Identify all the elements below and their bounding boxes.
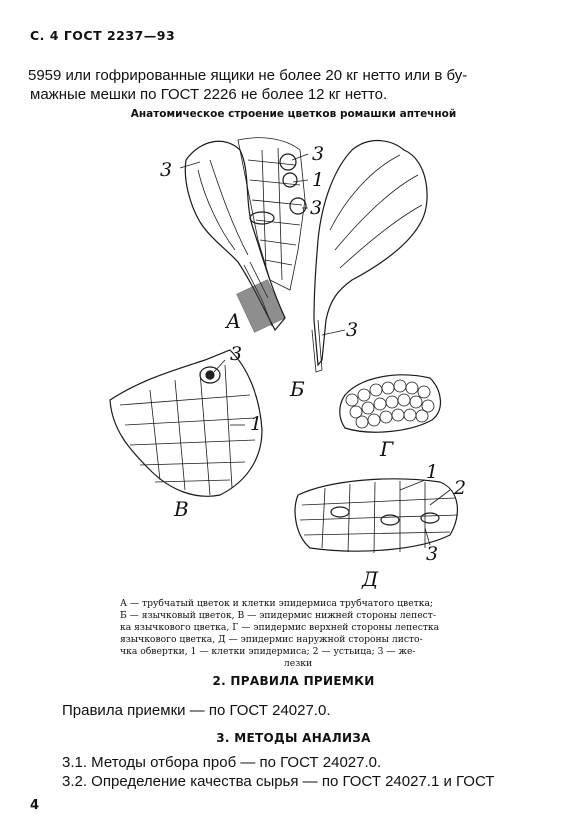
label-3-a: 3 bbox=[160, 159, 173, 181]
tubular-flower-drawing bbox=[185, 138, 306, 333]
section-3-item-2: 3.2. Определение качества сырья — по ГОСТ 24027.1 и ГОСТ bbox=[62, 773, 495, 790]
intro-line-2: мажные мешки по ГОСТ 2226 не более 12 кг нетто. bbox=[30, 86, 388, 103]
legend-line: язычкового цветка, Д — эпидермис наружной стороны листо- bbox=[120, 634, 423, 645]
legend-line: чка обвертки, 1 — клетки эпидермиса; 2 — устьица; 3 — же- bbox=[120, 646, 416, 657]
section-3-heading: 3. МЕТОДЫ АНАЛИЗА bbox=[216, 731, 371, 745]
epidermis-involucre-drawing bbox=[295, 479, 458, 553]
intro-line-1: 5959 или гофрированные ящики не более 20 кг нетто или в бу- bbox=[28, 67, 468, 84]
label-G: Г bbox=[380, 437, 394, 461]
label-1-c: 1 bbox=[426, 461, 439, 483]
label-3-f: 3 bbox=[426, 543, 439, 565]
figure-caption: Анатомическое строение цветков ромашки аптечной bbox=[130, 108, 457, 120]
label-1-b: 1 bbox=[250, 413, 263, 435]
legend-line: Б — язычковый цветок, В — эпидермис нижней стороны лепест- bbox=[120, 610, 436, 621]
label-V: В bbox=[174, 497, 189, 521]
label-B: Б bbox=[290, 377, 305, 401]
label-3-c: 3 bbox=[310, 197, 323, 219]
label-3-b: 3 bbox=[312, 143, 325, 165]
epidermis-lower-drawing bbox=[110, 350, 262, 496]
figure-legend bbox=[120, 598, 476, 670]
label-1-a: 1 bbox=[312, 169, 325, 191]
page-number: 4 bbox=[30, 798, 40, 813]
section-2-text: Правила приемки — по ГОСТ 24027.0. bbox=[62, 702, 331, 719]
legend-line: ка язычкового цветка, Г — эпидермис верхней стороны лепестка bbox=[120, 622, 440, 633]
label-3-d: 3 bbox=[346, 319, 359, 341]
section-3-item-1: 3.1. Методы отбора проб — по ГОСТ 24027.0. bbox=[62, 754, 382, 771]
legend-line: А — трубчатый цветок и клетки эпидермиса трубчатого цветка; bbox=[120, 598, 434, 609]
label-3-e: 3 bbox=[230, 343, 243, 365]
label-A: А bbox=[226, 309, 242, 333]
ligulate-flower-drawing bbox=[312, 141, 427, 372]
section-2-heading: 2. ПРАВИЛА ПРИЕМКИ bbox=[212, 674, 375, 688]
label-D: Д bbox=[362, 567, 379, 591]
epidermis-upper-drawing bbox=[340, 375, 441, 432]
label-2: 2 bbox=[454, 477, 467, 499]
document-header: С. 4 ГОСТ 2237—93 bbox=[30, 28, 176, 43]
legend-line: лезки bbox=[283, 658, 313, 669]
